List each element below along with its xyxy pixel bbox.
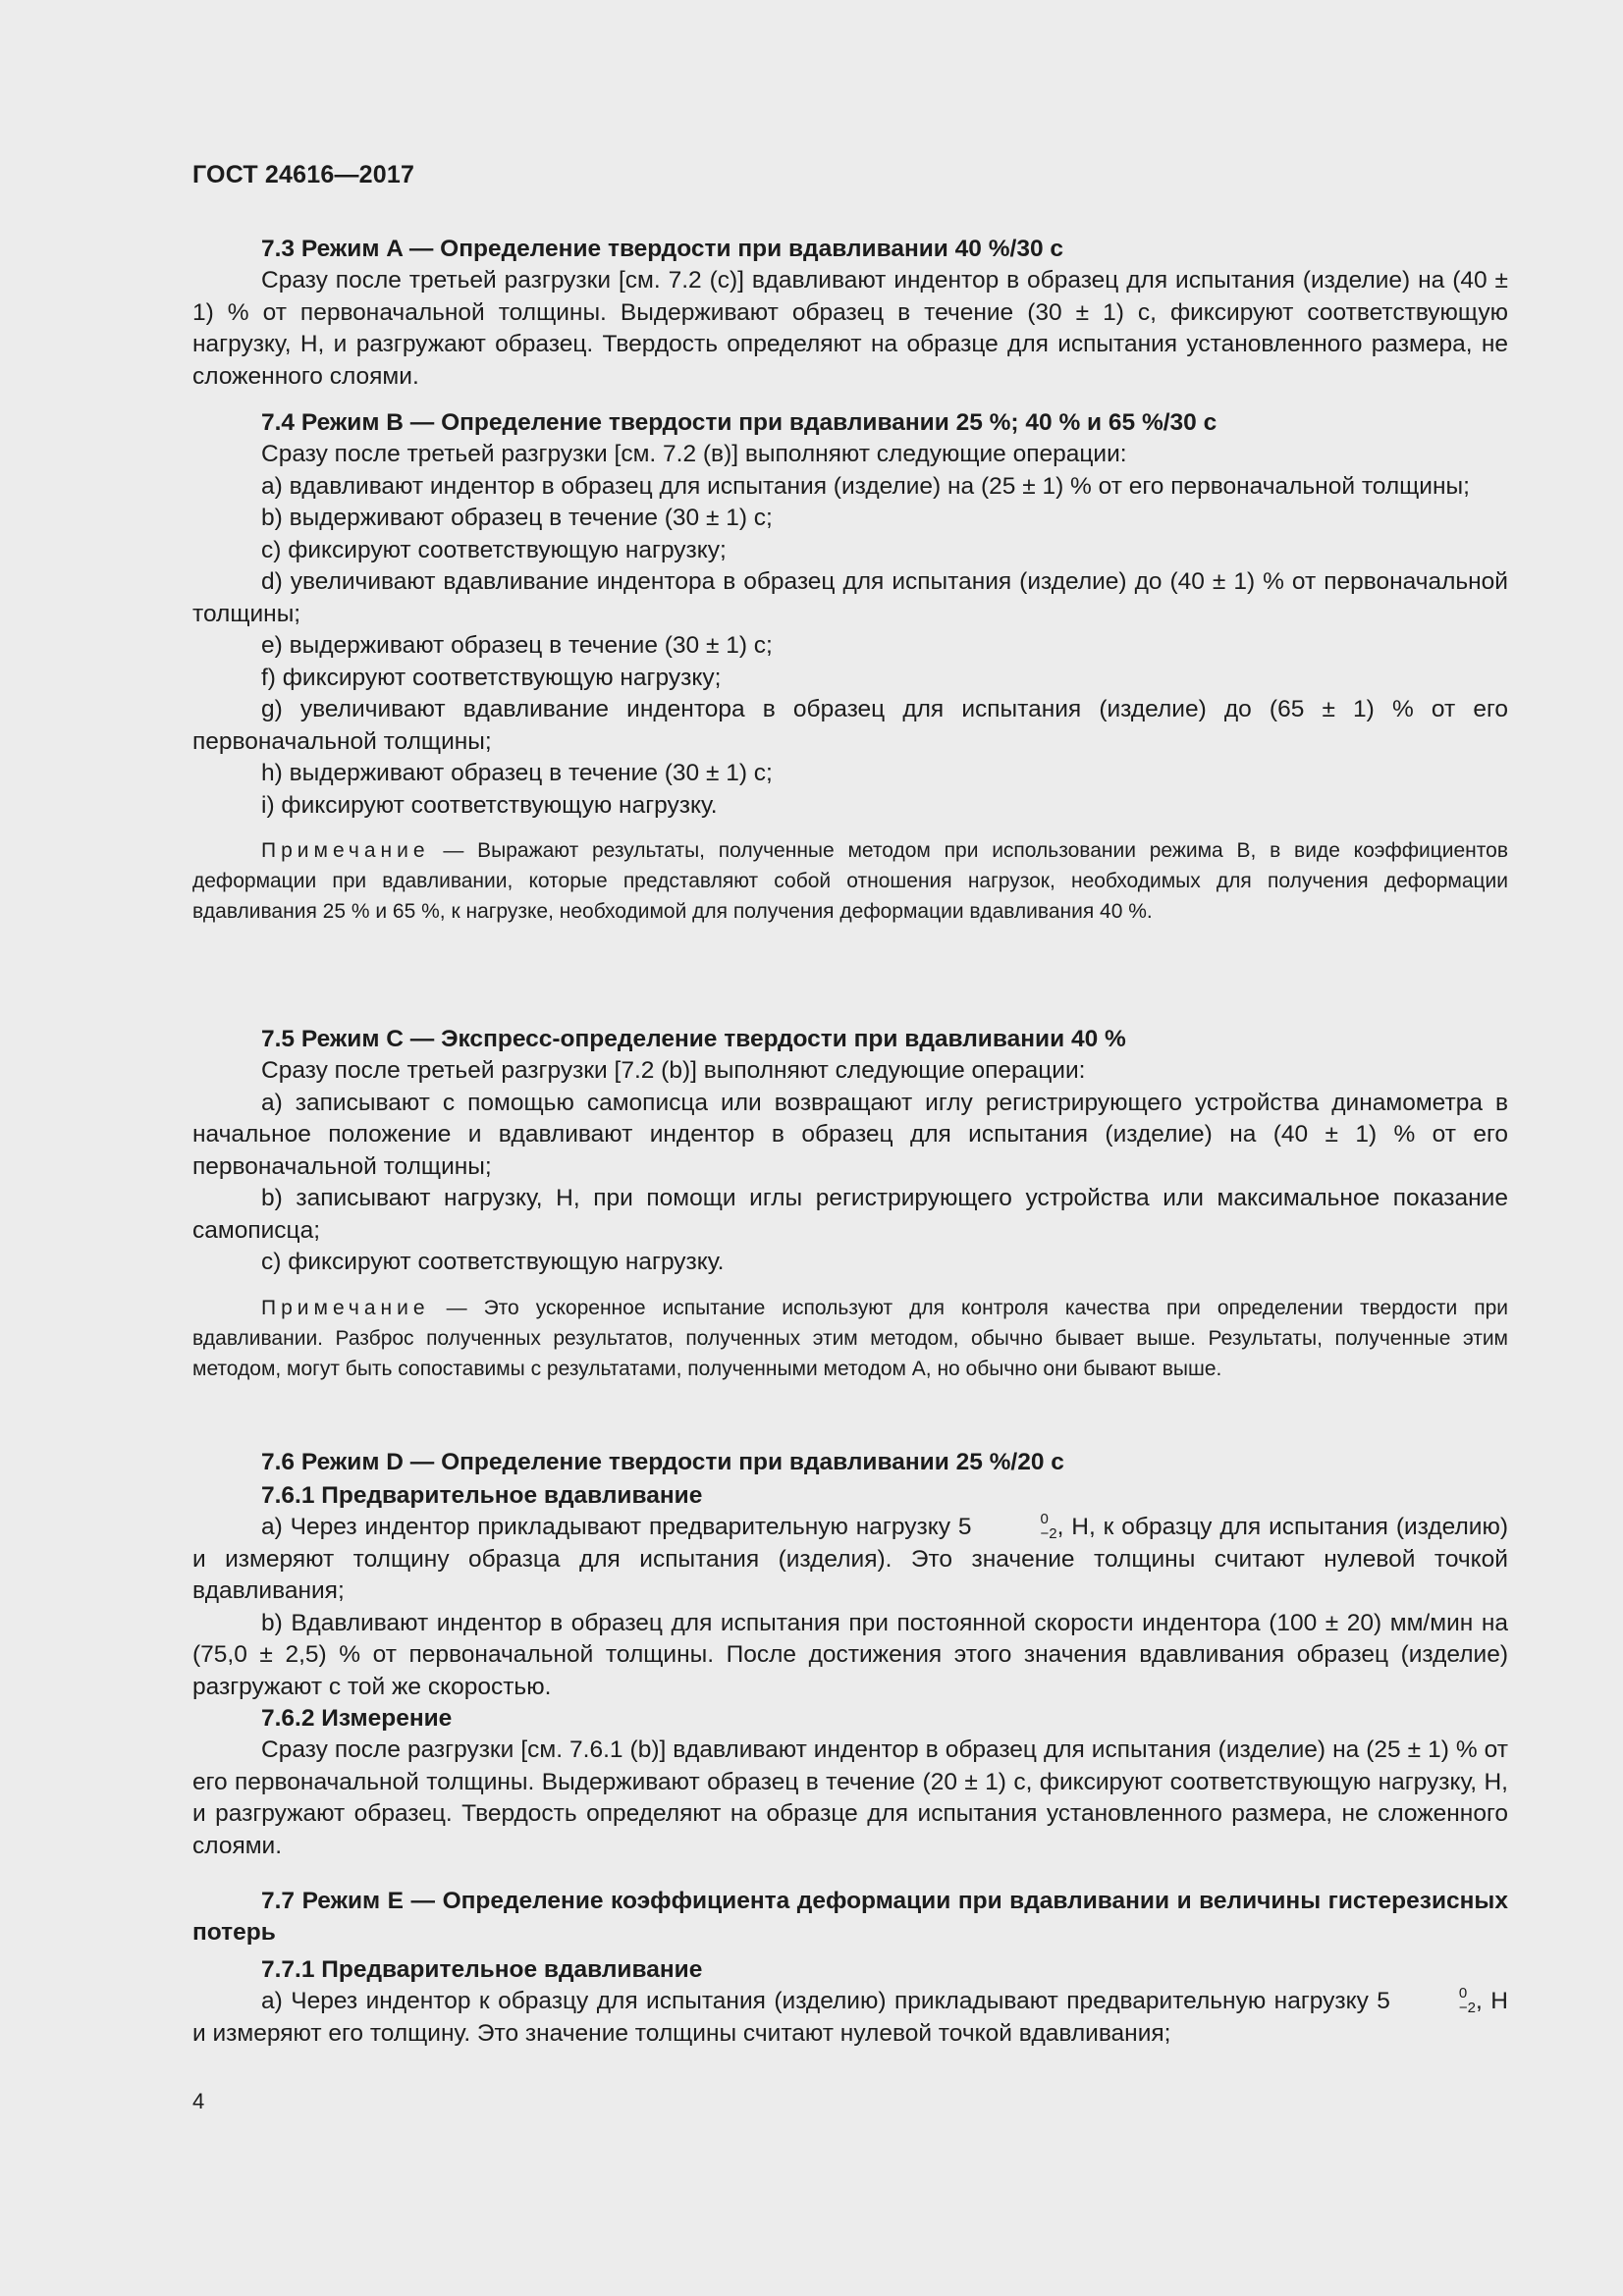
section-heading: 7.4 Режим B — Определение твердости при вдавливании 25 %; 40 % и 65 %/30 с	[261, 409, 1217, 436]
document-header: ГОСТ 24616—2017	[192, 161, 415, 188]
note-label: Примечание	[261, 1296, 430, 1319]
note	[192, 1293, 1508, 1384]
list-item: f) фиксируют соответствующую нагрузку;	[261, 664, 722, 691]
list-item: b) выдерживают образец в течение (30 ± 1) с;	[261, 505, 773, 531]
list-item: c) фиксируют соответствующую нагрузку.	[261, 1249, 725, 1275]
list-item: e) выдерживают образец в течение (30 ± 1) с;	[261, 632, 773, 659]
section-7-5	[192, 1024, 1508, 1384]
paragraph: Сразу после третьей разгрузки [7.2 (b)] выполняют следующие операции:	[261, 1057, 1086, 1084]
list-item	[192, 1986, 1508, 2050]
tolerance-upper: 0	[1458, 1984, 1468, 2002]
paragraph: Сразу после третьей разгрузки [см. 7.2 (с)] вдавливают индентор в образец для испытания (изделие) на (40 ± 1) % от первоначальной толщины. Выдерживают образец в течение (30 ± 1) с, фиксируют соответствующую нагрузку, Н, и разгружают образец. Твердость определяют на образце для испытания установленного размера, не сложенного слоями.	[192, 267, 1508, 390]
list-item: a) записывают с помощью самописца или возвращают иглу регистрирующего устройства динамометра в начальное положение и вдавливают индентор в образец для испытания (изделие) на (40 ± 1) % от его первоначальной толщины;	[192, 1089, 1508, 1180]
tolerance-stack	[971, 1512, 1056, 1541]
note	[192, 835, 1508, 927]
section-7-6	[192, 1447, 1508, 1862]
text-run: a) Через индентор прикладывают предварительную нагрузку 5	[261, 1514, 972, 1540]
list-item: b) записывают нагрузку, Н, при помощи иглы регистрирующего устройства или максимальное показание самописца;	[192, 1185, 1508, 1244]
text-run: , Н, к образцу для испытания (изделию) и измеряют толщину образца для испытания (изделия). Это значение толщины считают нулевой точкой вдавливания;	[192, 1514, 1509, 1604]
list-item: b) Вдавливают индентор в образец для испытания при постоянной скорости индентора (100 ± 20) мм/мин на (75,0 ± 2,5) % от первоначальной толщины. После достижения этого значения вдавливания образец (изделие) разгружают с той же скоростью.	[192, 1609, 1508, 1700]
list-item: i) фиксируют соответствующую нагрузку.	[261, 791, 718, 819]
list-item: h) выдерживают образец в течение (30 ± 1) с;	[261, 760, 773, 786]
list-item: g) увеличивают вдавливание индентора в образец для испытания (изделие) до (65 ± 1) % от его первоначальной толщины;	[192, 696, 1508, 755]
list-item: c) фиксируют соответствующую нагрузку;	[261, 536, 727, 563]
list-item: a) вдавливают индентор в образец для испытания (изделие) на (25 ± 1) % от его первоначальной толщины;	[261, 472, 1470, 500]
subsection-heading: 7.7.1 Предварительное вдавливание	[261, 1956, 703, 1983]
section-7-7	[192, 1886, 1508, 2050]
text-run: , Н и измеряют его толщину. Это значение толщины считают нулевой точкой вдавливания;	[192, 1988, 1508, 2047]
note-label: Примечание	[261, 839, 430, 862]
section-7-3	[192, 234, 1508, 393]
paragraph: Сразу после разгрузки [см. 7.6.1 (b)] вдавливают индентор в образец для испытания (изделие) на (25 ± 1) % от его первоначальной толщины. Выдерживают образец в течение (20 ± 1) с, фиксируют соответствующую нагрузку, Н, и разгружают образец. Твердость определяют на образце для испытания установленного размера, не сложенного слоями.	[192, 1736, 1508, 1859]
tolerance-upper: 0	[1040, 1510, 1049, 1527]
tolerance-lower: −2	[1040, 1524, 1057, 1542]
paragraph: Сразу после третьей разгрузки [см. 7.2 (в)] выполняют следующие операции:	[261, 441, 1127, 467]
subsection-heading: 7.6.1 Предварительное вдавливание	[261, 1482, 703, 1509]
note-text: — Выражают результаты, полученные методом при использовании режима В, в виде коэффициентов деформации при вдавливании, которые представляют собой отношения нагрузок, необходимых для получения деформации вдавливания 25 % и 65 %, к нагрузке, необходимой для получения деформации вдавливания 40 %.	[192, 839, 1508, 923]
section-7-4	[192, 407, 1508, 927]
list-item: d) увеличивают вдавливание индентора в образец для испытания (изделие) до (40 ± 1) % от первоначальной толщины;	[192, 568, 1508, 627]
tolerance-lower: −2	[1458, 1999, 1477, 2016]
note-text: — Это ускоренное испытание используют для контроля качества при определении твердости при вдавливании. Разброс полученных результатов, полученных этим методом, обычно бывает выше. Результаты, полученные этим методом, могут быть сопоставимы с результатами, полученными методом А, но обычно они бывают выше.	[192, 1296, 1508, 1380]
tolerance-stack	[1390, 1986, 1476, 2015]
list-item	[192, 1512, 1508, 1608]
section-heading: 7.6 Режим D — Определение твердости при вдавливании 25 %/20 с	[261, 1449, 1064, 1475]
text-run: a) Через индентор к образцу для испытания (изделию) прикладывают предварительную нагрузку 5	[261, 1988, 1390, 2014]
section-heading: 7.3 Режим A — Определение твердости при вдавливании 40 %/30 с	[261, 236, 1064, 262]
section-heading: 7.7 Режим E — Определение коэффициента деформации при вдавливании и величины гистерезисных потерь	[192, 1888, 1508, 1946]
section-heading: 7.5 Режим C — Экспресс-определение твердости при вдавливании 40 %	[261, 1026, 1126, 1052]
subsection-heading: 7.6.2 Измерение	[261, 1705, 453, 1732]
page-number: 4	[192, 2089, 205, 2113]
